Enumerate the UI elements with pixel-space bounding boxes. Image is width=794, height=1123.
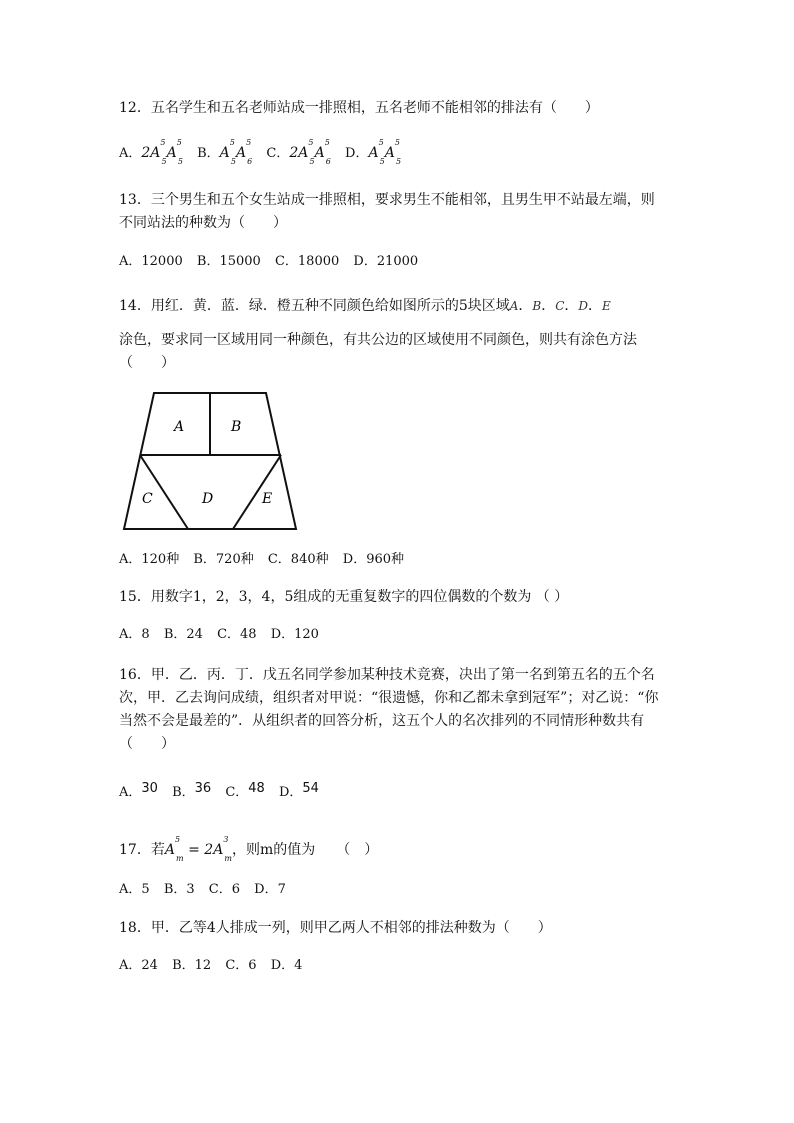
q14-option-b: B．720种 [193, 552, 254, 567]
q16-option-a: A．30 [119, 781, 158, 800]
q14-option-a: A．120种 [119, 552, 180, 567]
q14-option-d: D．960种 [342, 552, 405, 567]
q17-option-b: B．3 [163, 882, 195, 897]
q16-option-d: D．54 [278, 781, 319, 800]
q18-option-a: A．24 [119, 958, 158, 973]
q17-option-a: A．5 [119, 882, 150, 897]
q14-region-b: B [532, 299, 542, 313]
q16-option-b: B．36 [172, 781, 212, 800]
q16-stem-line4: （ ） [119, 736, 175, 752]
q16-options [119, 783, 329, 803]
q13-stem-line1: 13．三个男生和五个女生站成一排照相，要求男生不能相邻，且男生甲不站最左端，则 [119, 192, 655, 208]
q14-label-b: B [231, 419, 242, 435]
q18-option-c: C．6 [225, 958, 257, 973]
q14-region-d: D [578, 299, 589, 313]
q16-stem-line3: 当然不会是最差的”．从组织者的回答分析，这五个人的名次排列的不同情形种数共有 [119, 713, 645, 729]
q15-options [119, 625, 329, 645]
q12-option-b: B．$A^5_5A^5_6$ [197, 138, 253, 166]
q15-stem: 15．用数字1，2，3，4，5组成的无重复数字的四位偶数的个数为 （ ） [119, 589, 569, 605]
q18-stem: 18．甲．乙等4人排成一列，则甲乙两人不相邻的排法种数为（ ） [119, 920, 552, 936]
q14-stem-line3: （ ） [119, 355, 175, 371]
q14-stem-line2: 涂色，要求同一区域用同一种颜色，有共公边的区域使用不同颜色，则共有涂色方法 [119, 332, 637, 348]
q15-option-b: B．24 [163, 627, 203, 642]
q14-figure [118, 388, 303, 536]
q16-option-c: C．48 [225, 781, 265, 800]
q13-options [119, 252, 428, 272]
q12-options [119, 138, 411, 166]
q18-option-b: B．12 [172, 958, 212, 973]
q14-region-c: C [555, 299, 565, 313]
q15-option-a: A．8 [119, 627, 150, 642]
q14-stem-line1: 14．用红．黄．蓝．绿．橙五种不同颜色给如图所示的5块区域A．B．C．D．E [119, 298, 611, 314]
q13-option-a: A．12000 [119, 254, 183, 269]
q16-stem-line1: 16．甲．乙．丙．丁．戊五名同学参加某种技术竞赛，决出了第一名到第五名的五个名 [119, 667, 655, 683]
q14-region-e: E [602, 299, 611, 313]
q13-option-c: C．18000 [274, 254, 340, 269]
q17-stem: 17．若$A^5_m = 2A^3_m$，则m的值为 （ ） [119, 835, 379, 863]
q17-option-d: D．7 [254, 882, 286, 897]
q15-option-d: D．120 [270, 627, 319, 642]
q14-label-a: A [174, 419, 185, 435]
q15-option-c: C．48 [217, 627, 257, 642]
q14-label-e: E [262, 491, 273, 507]
q14-option-c: C．840种 [267, 552, 329, 567]
q17-options [119, 880, 296, 900]
q14-region-a: A [509, 299, 519, 313]
q18-option-d: D．4 [270, 958, 303, 973]
q16-stem-line2: 次，甲．乙去询问成绩，组织者对甲说：“很遗憾，你和乙都未拿到冠军”；对乙说：“你 [119, 690, 659, 706]
q12-option-a: A．$2A^5_5A^5_5$ [119, 138, 183, 166]
q13-option-d: D．21000 [353, 254, 419, 269]
q18-options [119, 956, 312, 976]
q14-options [119, 550, 414, 570]
q14-label-d: D [202, 491, 214, 507]
q17-option-c: C．6 [208, 882, 240, 897]
q14-divider-de [233, 455, 281, 529]
q13-option-b: B．15000 [196, 254, 261, 269]
q13-stem-line2: 不同站法的种数为（ ） [119, 215, 287, 231]
q12-option-c: C．$2A^5_5A^5_6$ [266, 138, 331, 166]
q14-label-c: C [142, 491, 153, 507]
q12-stem: 12．五名学生和五名老师站成一排照相，五名老师不能相邻的排法有（ ） [119, 100, 599, 116]
q12-option-d: D．$A^5_5A^5_5$ [345, 138, 402, 166]
q17-equation: $A^5_m = 2A^3_m$ [164, 835, 232, 863]
